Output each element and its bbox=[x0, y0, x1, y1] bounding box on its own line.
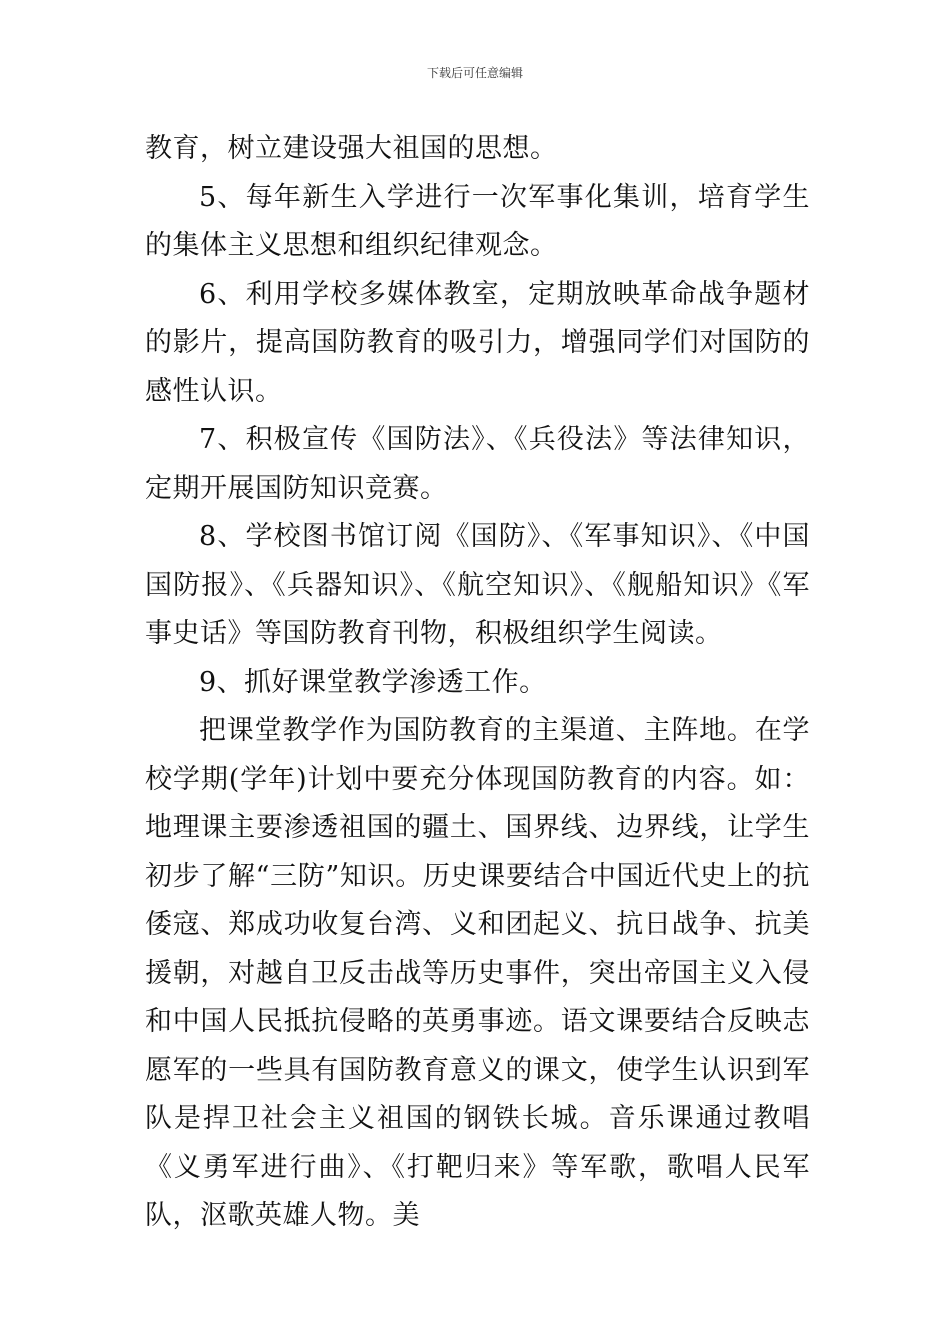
paragraph-item-6: 6、利用学校多媒体教室，定期放映革命战争题材的影片，提高国防教育的吸引力，增强同学们对国防的感性认识。 bbox=[145, 278, 810, 407]
paragraph-item-7: 7、积极宣传《国防法》、《兵役法》等法律知识，定期开展国防知识竞赛。 bbox=[145, 424, 810, 504]
paragraph-item-5: 5、每年新生入学进行一次军事化集训，培育学生的集体主义思想和组织纪律观念。 bbox=[145, 181, 810, 261]
paragraph-item-9: 9、抓好课堂教学渗透工作。 bbox=[199, 666, 547, 698]
paragraph-continuation: 教育，树立建设强大祖国的思想。 bbox=[145, 133, 558, 164]
paragraph-classroom-teaching: 把课堂教学作为国防教育的主渠道、主阵地。在学校学期(学年)计划中要充分体现国防教育的内容。如：地理课主要渗透祖国的疆土、国界线、边界线，让学生初步了解“三防”知识。历史课要结合中国近代史上的抗倭寇、郑成功收复台湾、义和团起义、抗日战争、抗美援朝，对越自卫反击战等历史事件，突出帝国主义入侵和中国人民抵抗侵略的英勇事迹。语文课要结合反映志愿军的一些具有国防教育意义的课文，使学生认识到军队是捍卫社会主义祖国的钢铁长城。音乐课通过教唱《义勇军进行曲》、《打靶归来》等军歌，歌唱人民军队，沤歌英雄人物。美 bbox=[145, 715, 810, 1231]
page-header-note: 下载后可任意编辑 bbox=[426, 66, 523, 80]
document-body bbox=[145, 125, 810, 1241]
paragraph-item-8: 8、学校图书馆订阅《国防》、《军事知识》、《中国国防报》、《兵器知识》、《航空知识》、《舰船知识》《军事史话》等国防教育刊物，积极组织学生阅读。 bbox=[145, 521, 810, 649]
